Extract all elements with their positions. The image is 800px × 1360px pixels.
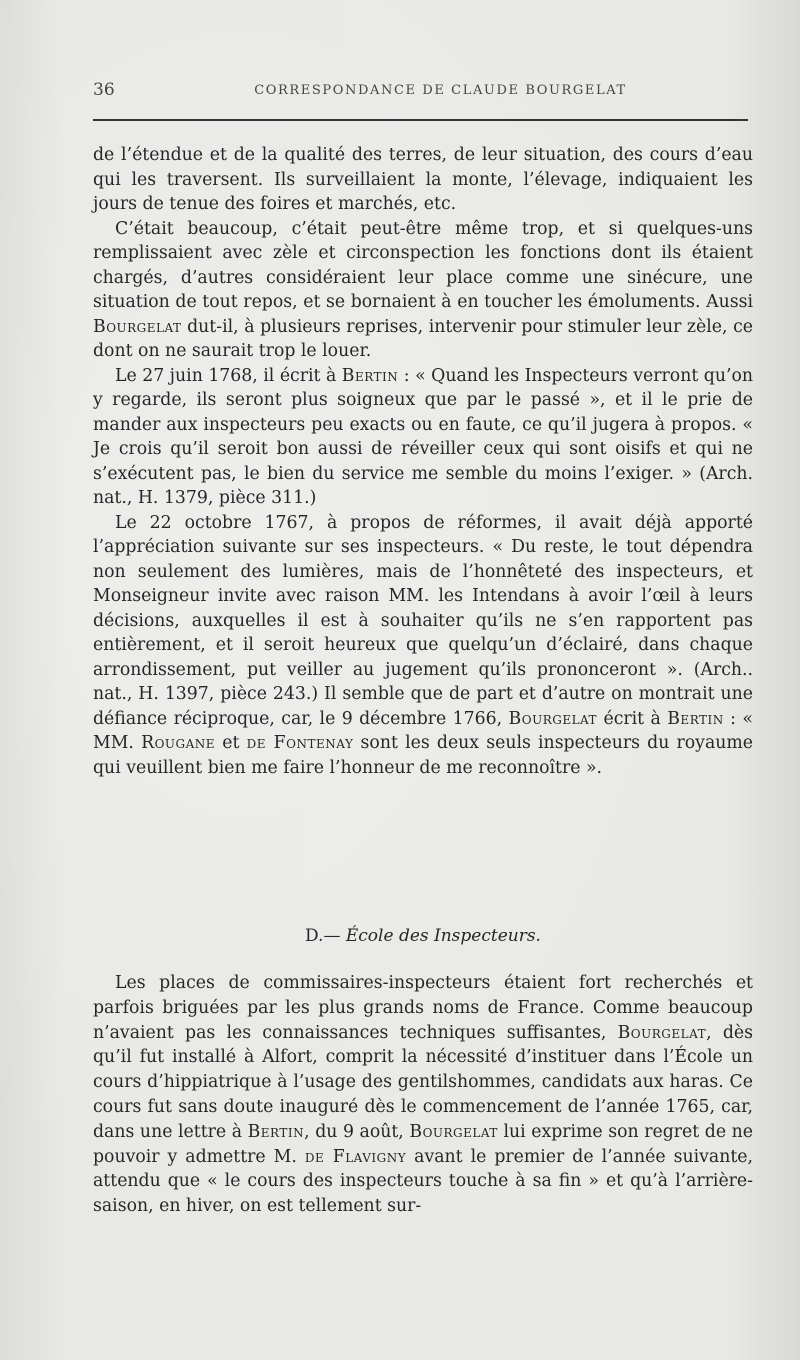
name-bourgelat: Bourgelat xyxy=(508,708,598,729)
paragraph-4-text-b: écrit à xyxy=(597,708,668,729)
section-heading xyxy=(93,926,753,946)
paragraph-5-text-c: , du 9 août, xyxy=(304,1121,410,1142)
name-de-flavigny: de Flavigny xyxy=(304,1146,407,1167)
paragraph-4-text-e: sont les deux seuls inspecteurs du royaume qui veuillent bien me faire l’honneur de me reconnoître ». xyxy=(93,733,753,778)
running-head xyxy=(93,80,748,108)
paragraph-2-text-a: C’était beaucoup, c’était peut-être même trop, et si quelques-uns remplissaient avec zèle et circonspection les fonctions dont ils étaient chargés, d’autres considéraient leur place comme une sinécure, une situation de tout repos, et se bornaient à en toucher les émoluments. Aussi xyxy=(93,218,753,312)
paragraph-5 xyxy=(93,971,753,1219)
section-label: D.— xyxy=(305,926,341,946)
section-title: École des Inspecteurs. xyxy=(345,926,541,946)
paragraph-4 xyxy=(93,511,753,781)
name-rougane: Rougane xyxy=(141,733,216,753)
paragraph-5-text-e: avant le premier de l’année suivante, attendu que « le cours des inspecteurs touche à sa fin » et qu’à l’arrière-saison, en hiver, on est tellement sur- xyxy=(93,1146,753,1217)
name-bertin: Bertin xyxy=(667,708,724,729)
paragraph-4-text-d: et xyxy=(215,733,247,753)
paragraph-5-text-b: , dès qu’il fut installé à Alfort, comprit la nécessité d’instituer dans l’École un cours d’hippiatrique à l’usage des gentilshommes, candidats aux haras. Ce cours fut sans doute inauguré dès le commencement de l’année 1765, car, dans une lettre à xyxy=(93,1022,753,1142)
body-text xyxy=(93,143,753,780)
name-bourgelat: Bourgelat xyxy=(93,316,182,337)
paragraph-2-text-b: dut-il, à plusieurs reprises, intervenir pour stimuler leur zèle, ce dont on ne saurait trop le louer. xyxy=(93,316,753,361)
name-bertin: Bertin xyxy=(341,365,399,386)
page-number: 36 xyxy=(93,80,115,100)
name-bourgelat: Bourgelat xyxy=(409,1121,498,1142)
header-rule xyxy=(93,119,748,121)
paragraph-4-text-a: Le 22 octobre 1767, à propos de réformes, il avait déjà apporté l’appréciation suivante sur ses inspecteurs. « Du reste, le tout dépendra non seulement des lumières, mais de l’honnêteté des inspecteurs, et Monseigneur invite avec raison MM. les Intendans à avoir l’œil à leurs décisions, auxquelles il est à souhaiter qu’ils ne s’en rapportent pas entièrement, et il seroit heureux que quelqu’un d’éclairé, dans chaque arrondissement, put veiller au jugement qu’ils prononceront ». (Arch.. nat., H. 1397, pièce 243.) Il semble que de part et d’autre on montrait une défiance réciproque, car, le 9 décembre 1766, xyxy=(93,512,753,729)
paragraph-5-text-d: lui exprime son regret de ne pouvoir y admettre M. xyxy=(93,1121,753,1167)
paragraph-3 xyxy=(93,364,753,511)
paragraph-3-text-a: Le 27 juin 1768, il écrit à xyxy=(115,365,342,386)
name-bertin: Bertin xyxy=(247,1121,305,1142)
paragraph-3-text-b: : « Quand les Inspecteurs verront qu’on y regarde, ils seront plus soigneux que par le passé », et il le prie de mander aux inspecteurs peu exacts ou en faute, ce qu’il jugera à propos. « Je crois qu’il seroit bon aussi de réveiller ceux qui sont oisifs et qui ne s’exécutent pas, le bien du service me semble du moins l’exiger. » (Arch. nat., H. 1379, pièce 311.) xyxy=(93,365,753,508)
paragraph-4-text-c: : « MM. xyxy=(93,708,753,753)
name-bourgelat: Bourgelat xyxy=(617,1022,707,1043)
body-text-section-d xyxy=(93,971,753,1219)
name-de-fontenay: de Fontenay xyxy=(246,733,354,753)
paragraph-5-text-a: Les places de commissaires-inspecteurs étaient fort recherchés et parfois briguées par les plus grands noms de France. Comme beaucoup n’avaient pas les connaissances techniques suffisantes, xyxy=(93,973,753,1043)
paragraph-1: de l’étendue et de la qualité des terres, de leur situation, des cours d’eau qui les traversent. Ils surveillaient la monte, l’élevage, indiquaient les jours de tenue des foires et marchés, etc. xyxy=(93,145,753,214)
running-title: CORRESPONDANCE DE CLAUDE BOURGELAT xyxy=(254,83,627,98)
paragraph-2 xyxy=(93,217,753,364)
